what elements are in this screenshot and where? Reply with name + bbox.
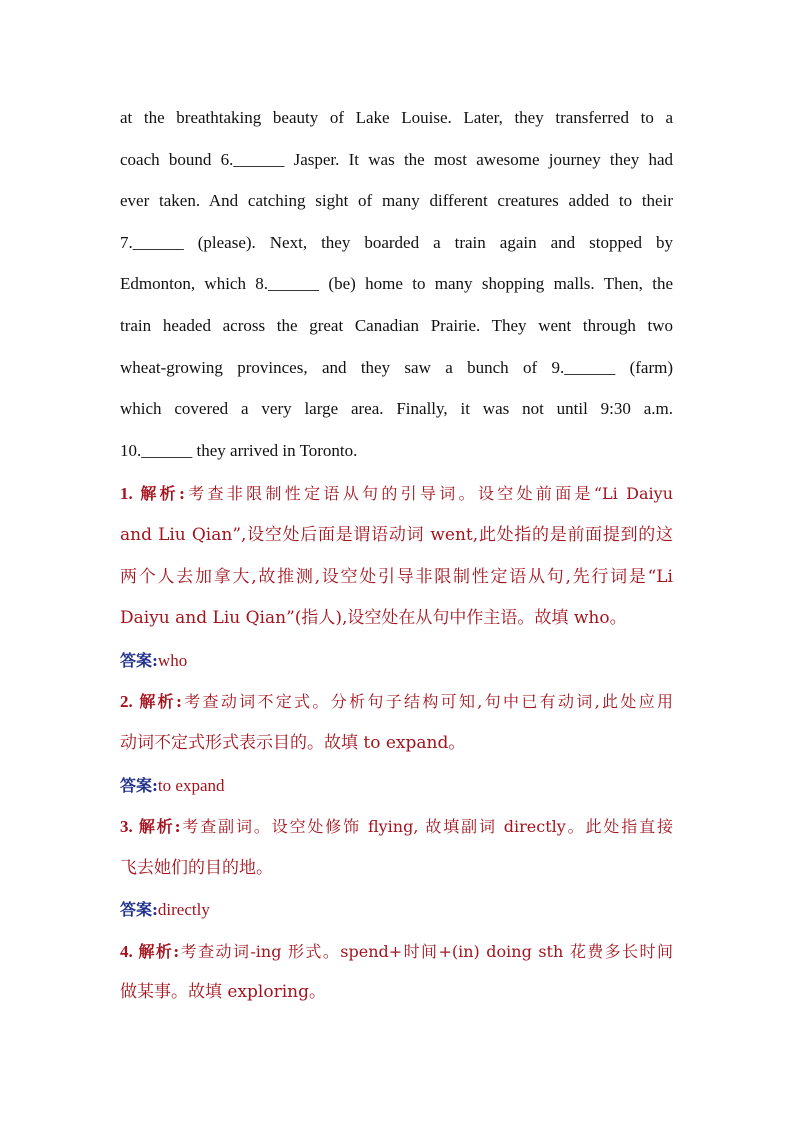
- answer-item-1: [120, 473, 673, 681]
- analysis-label: 解析:: [138, 817, 181, 837]
- analysis-label: 解析:: [139, 692, 182, 712]
- answer-key: [120, 473, 673, 1014]
- analysis-label: 解析:: [138, 941, 180, 961]
- passage-line: which covered a very large area. Finally, it was not until 9:30 a.m.: [120, 399, 673, 419]
- passage-line: Edmonton, which 8.______ (be) home to many shopping malls. Then, the: [120, 274, 673, 294]
- item-number: 4.: [120, 941, 133, 961]
- passage-line: ever taken. And catching sight of many different creatures added to their: [120, 191, 673, 211]
- passage-line: 10.______ they arrived in Toronto.: [120, 440, 358, 460]
- analysis-text: 考查副词。设空处修饰 flying, 故填副词 directly。此处指直接: [180, 817, 673, 837]
- analysis-line: and Liu Qian”,设空处后面是谓语动词 went,此处指的是前面提到的这: [120, 524, 673, 545]
- analysis-text: 考查非限制性定语从句的引导词。设空处前面是“Li Daiyu: [184, 484, 673, 504]
- document-content: [120, 97, 673, 1014]
- answer-label: 答案:: [120, 650, 158, 670]
- item-number: 1.: [120, 484, 133, 504]
- answer-label: 答案:: [120, 900, 158, 920]
- analysis-text: 考查动词不定式。分析句子结构可知,句中已有动词,此处应用: [181, 692, 673, 712]
- analysis-label: 解析:: [140, 484, 185, 504]
- answer-line: [120, 889, 673, 931]
- passage-line: at the breathtaking beauty of Lake Louise. Later, they transferred to a: [120, 108, 673, 127]
- answer-item-2: [120, 681, 673, 806]
- analysis-line: 两个人去加拿大,故推测,设空处引导非限制性定语从句,先行词是“Li: [120, 566, 673, 587]
- passage-line: wheat-growing provinces, and they saw a bunch of 9.______ (farm): [120, 357, 673, 377]
- analysis-text: 考查动词-ing 形式。spend+时间+(in) doing sth 花费多长时间: [179, 941, 673, 961]
- analysis-line: [120, 931, 673, 973]
- answer-value: to expand: [157, 775, 225, 795]
- answer-label: 答案:: [120, 775, 158, 795]
- analysis-line: [120, 473, 673, 515]
- answer-value: who: [157, 650, 188, 670]
- passage-line: train headed across the great Canadian Prairie. They went through two: [120, 315, 673, 335]
- analysis-line: 做某事。故填 exploring。: [120, 982, 327, 1003]
- passage-text: [120, 97, 673, 471]
- passage-line: coach bound 6.______ Jasper. It was the most awesome journey they had: [120, 149, 673, 169]
- answer-value: directly: [157, 900, 210, 920]
- analysis-line: 飞去她们的目的地。: [120, 857, 273, 878]
- answer-item-3: [120, 806, 673, 931]
- answer-item-4: [120, 931, 673, 1014]
- analysis-line: [120, 681, 673, 723]
- analysis-line: [120, 806, 673, 848]
- passage-line: 7.______ (please). Next, they boarded a train again and stopped by: [120, 232, 673, 252]
- answer-line: [120, 765, 673, 807]
- answer-line: [120, 640, 673, 682]
- item-number: 3.: [120, 817, 133, 837]
- analysis-line: 动词不定式形式表示目的。故填 to expand。: [120, 732, 466, 753]
- item-number: 2.: [120, 692, 133, 712]
- analysis-line: Daiyu and Liu Qian”(指人),设空处在从句中作主语。故填 who。: [120, 608, 627, 629]
